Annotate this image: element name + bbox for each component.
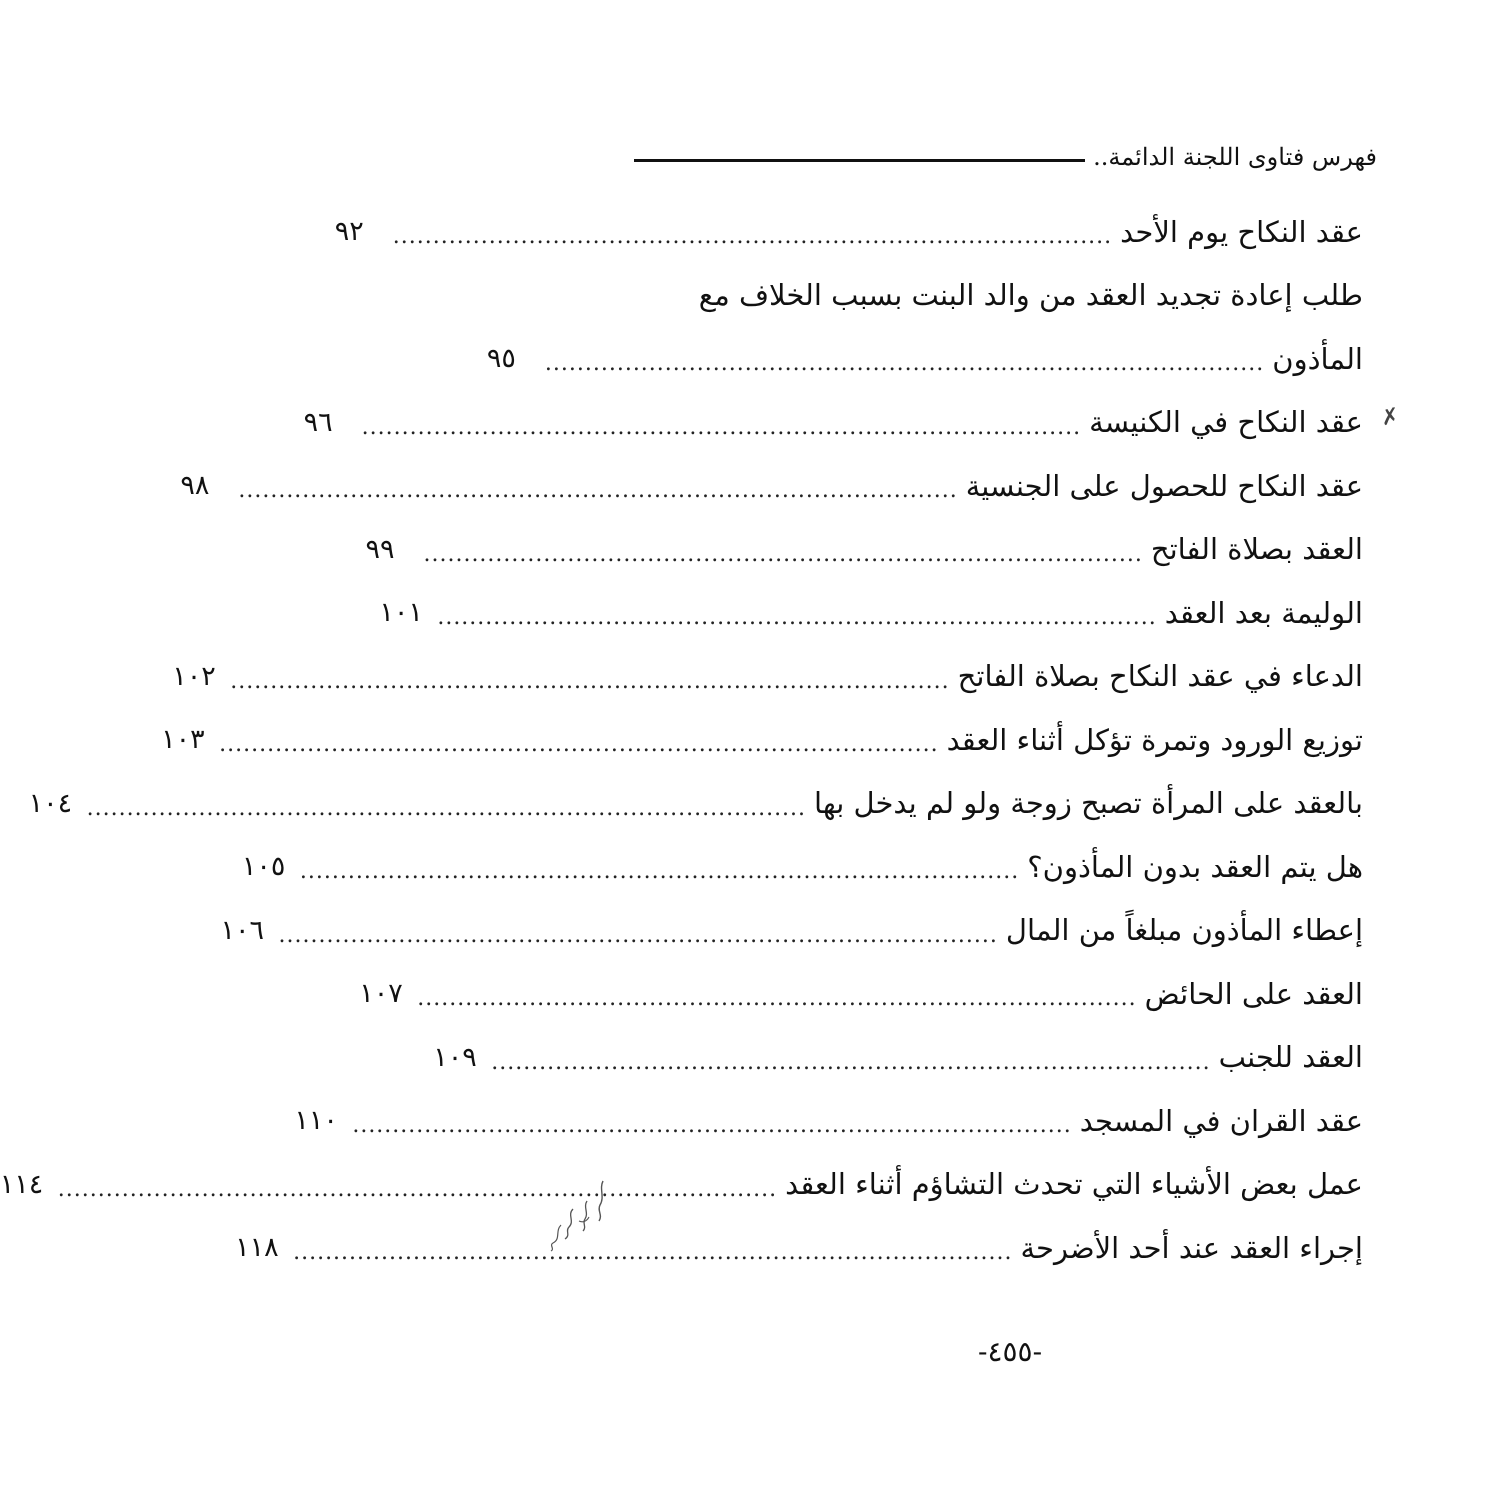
toc-entry bbox=[161, 708, 1363, 772]
leader-dots: .......................................................................................... bbox=[352, 1113, 1072, 1139]
margin-check-mark: ✗ bbox=[1378, 403, 1402, 432]
toc-entry-title: توزيع الورود وتمرة تؤكل أثناء العقد bbox=[946, 722, 1363, 757]
toc-entry-title: عقد النكاح في الكنيسة bbox=[1089, 405, 1363, 440]
leader-dots: .......................................................................................... bbox=[299, 859, 1020, 885]
toc-entry bbox=[365, 518, 1363, 582]
toc-entry-title: الدعاء في عقد النكاح بصلاة الفاتح bbox=[957, 659, 1363, 694]
toc-entry-page: ١٠٤ bbox=[28, 787, 73, 819]
toc-entry-page: ٩٢ bbox=[334, 216, 364, 248]
leader-dots: .......................................................................................... bbox=[230, 668, 950, 694]
running-header bbox=[634, 140, 1377, 174]
header-rule bbox=[634, 159, 1085, 162]
toc-entry bbox=[359, 962, 1363, 1026]
toc-entry-page: ٩٥ bbox=[486, 343, 516, 375]
toc-entry bbox=[647, 264, 1363, 328]
toc-entry-title: هل يتم العقد بدون المأذون؟ bbox=[1027, 849, 1363, 884]
toc-entry bbox=[0, 1153, 1363, 1217]
toc-entry-page: ١١٨ bbox=[235, 1232, 279, 1264]
leader-dots: .......................................................................................... bbox=[491, 1049, 1211, 1075]
toc-entry bbox=[241, 835, 1363, 899]
toc-entry-page: ١٠٦ bbox=[220, 914, 265, 946]
toc-entry-page: ١٠٧ bbox=[359, 978, 403, 1010]
toc-entry bbox=[433, 1026, 1363, 1090]
toc-entry-page: ١١٤ bbox=[0, 1168, 44, 1200]
toc-entry-title: عقد النكاح للحصول على الجنسية bbox=[965, 468, 1363, 503]
toc-entry bbox=[379, 581, 1363, 645]
leader-dots: .......................................................................................... bbox=[392, 224, 1113, 250]
handwritten-scribble-icon bbox=[543, 1175, 617, 1255]
toc-entry-title: عمل بعض الأشياء التي تحدث التشاؤم أثناء العقد bbox=[785, 1167, 1363, 1202]
toc-entry-title: العقد بصلاة الفاتح bbox=[1150, 532, 1363, 567]
toc-entry bbox=[220, 899, 1363, 963]
toc-entry bbox=[303, 391, 1363, 455]
toc-entry-title: بالعقد على المرأة تصبح زوجة ولو لم يدخل بها bbox=[814, 786, 1363, 821]
toc-entry-page: ٩٨ bbox=[180, 470, 210, 502]
leader-dots: .......................................................................................... bbox=[423, 541, 1143, 567]
toc-entry bbox=[28, 772, 1363, 836]
toc-entry-page: ١٠٣ bbox=[161, 724, 205, 756]
toc-entry bbox=[235, 1216, 1363, 1280]
toc-entry bbox=[294, 1089, 1363, 1153]
leader-dots: .......................................................................................... bbox=[544, 351, 1265, 377]
leader-dots: .......................................................................................... bbox=[361, 414, 1082, 440]
table-of-contents bbox=[0, 200, 1363, 1280]
toc-entry-title: عقد النكاح يوم الأحد bbox=[1120, 214, 1363, 249]
running-header-title: فهرس فتاوى اللجنة الدائمة.. bbox=[1093, 143, 1377, 171]
toc-entry-page: ١٠٩ bbox=[433, 1041, 477, 1073]
leader-dots: .......................................................................................... bbox=[238, 478, 958, 504]
toc-entry-title: العقد للجنب bbox=[1218, 1040, 1363, 1075]
toc-entry-title: الوليمة بعد العقد bbox=[1164, 595, 1363, 630]
toc-entry bbox=[486, 327, 1363, 391]
handwritten-margin-note bbox=[543, 1175, 617, 1255]
toc-entry-page: ٩٩ bbox=[365, 533, 395, 565]
toc-entry-page: ١١٠ bbox=[294, 1105, 338, 1137]
toc-entry-title: طلب إعادة تجديد العقد من والد البنت بسبب الخلاف مع bbox=[698, 278, 1363, 313]
leader-dots: .......................................................................................... bbox=[437, 605, 1157, 631]
leader-dots: .......................................................................................... bbox=[278, 922, 998, 948]
toc-entry-title: إعطاء المأذون مبلغاً من المال bbox=[1005, 913, 1363, 948]
leader-dots: .......................................................................................... bbox=[57, 1176, 778, 1202]
leader-dots: .......................................................................................... bbox=[417, 986, 1137, 1012]
toc-entry bbox=[180, 454, 1363, 518]
leader-dots: .......................................................................................... bbox=[219, 732, 939, 758]
toc-entry-page: ٩٦ bbox=[303, 406, 333, 438]
page-number: -٤٥٥- bbox=[977, 1335, 1043, 1368]
toc-entry-page: ١٠٢ bbox=[172, 660, 216, 692]
toc-entry bbox=[334, 200, 1363, 264]
toc-entry-page: ١٠٥ bbox=[241, 851, 286, 883]
toc-entry bbox=[172, 645, 1363, 709]
toc-entry-title: إجراء العقد عند أحد الأضرحة bbox=[1020, 1230, 1363, 1265]
toc-entry-title: العقد على الحائض bbox=[1144, 976, 1363, 1011]
toc-entry-title: عقد القران في المسجد bbox=[1079, 1103, 1363, 1138]
leader-dots: .......................................................................................... bbox=[293, 1240, 1013, 1266]
toc-entry-page: ١٠١ bbox=[379, 597, 423, 629]
leader-dots: .......................................................................................... bbox=[86, 795, 807, 821]
toc-entry-title: المأذون bbox=[1272, 341, 1363, 376]
